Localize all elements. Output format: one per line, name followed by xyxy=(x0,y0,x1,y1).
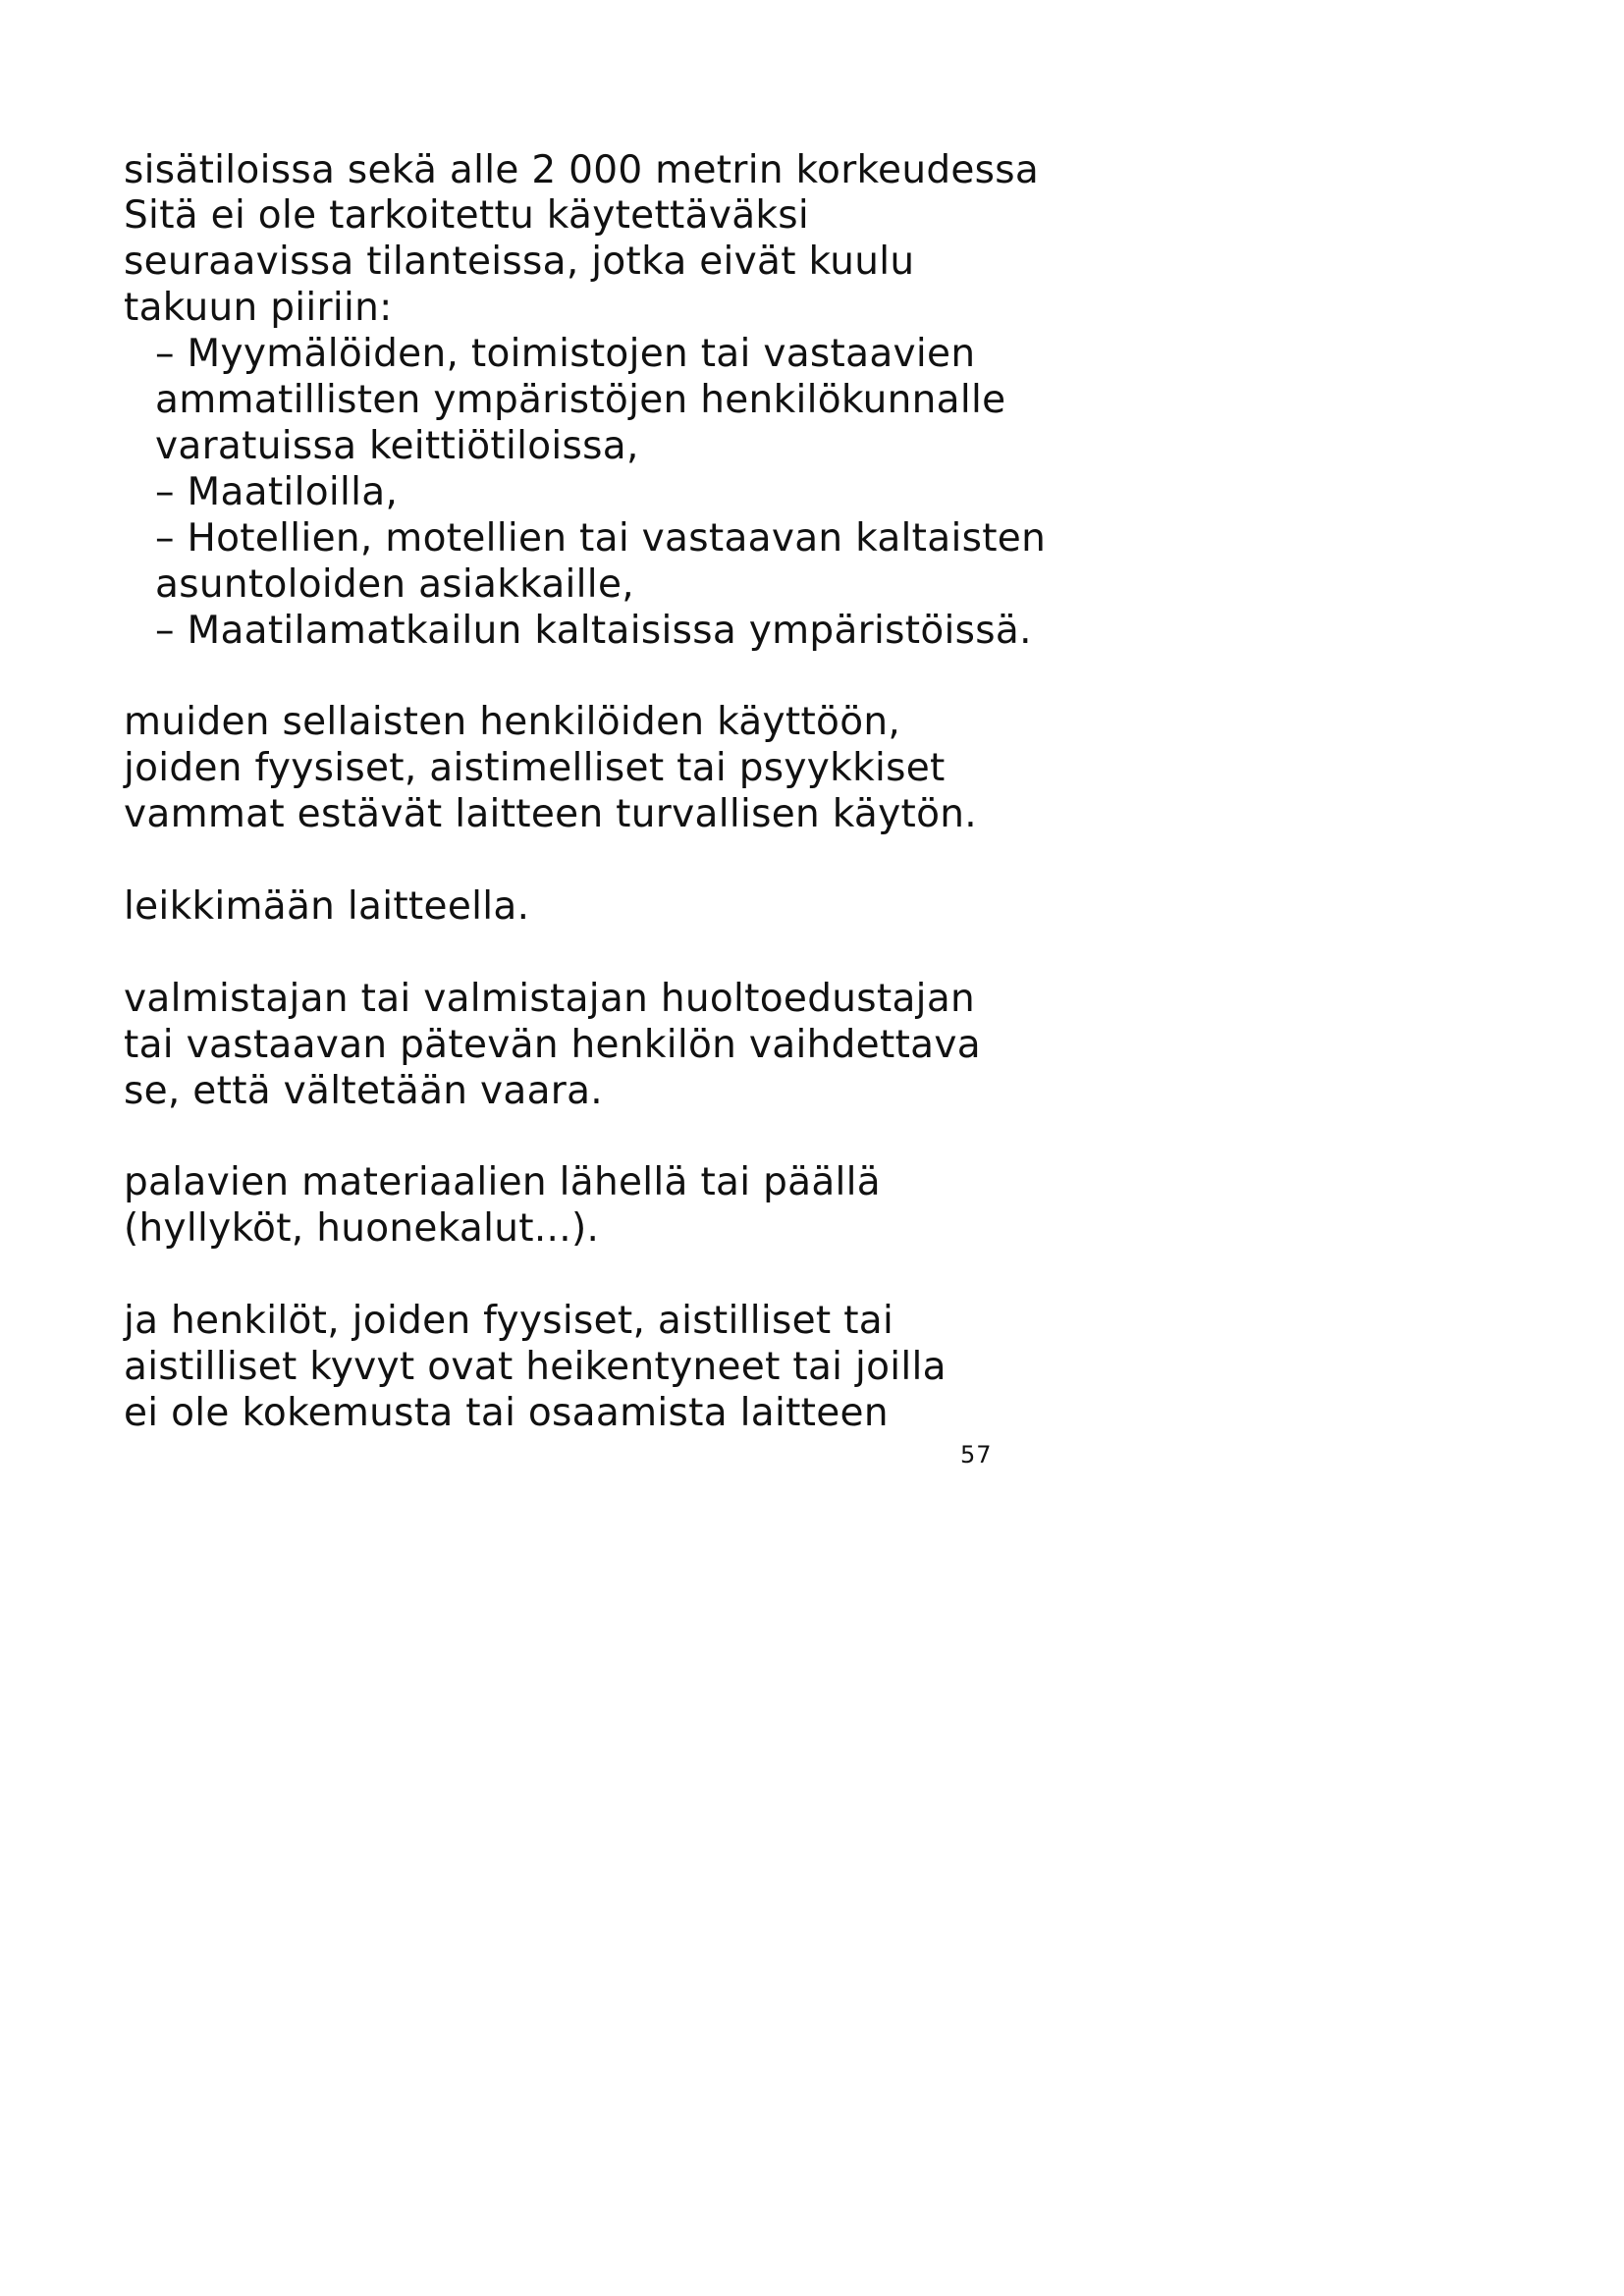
text-line: vammat estävät laitteen turvallisen käytön. xyxy=(124,792,977,836)
list-item: – Hotellien, motellien tai vastaavan kaltaisten xyxy=(155,516,1047,561)
text-line: Sitä ei ole tarkoitettu käytettäväksi xyxy=(124,193,810,238)
list-item-continuation: ammatillisten ympäristöjen henkilökunnalle xyxy=(155,378,1006,422)
text-line: takuun piiriin: xyxy=(124,286,393,330)
text-line: valmistajan tai valmistajan huoltoedustajan xyxy=(124,977,976,1021)
text-line: palavien materiaalien lähellä tai päällä xyxy=(124,1160,881,1204)
text-line: seuraavissa tilanteissa, jotka eivät kuulu xyxy=(124,240,915,284)
text-line: ja henkilöt, joiden fyysiset, aistilliset tai xyxy=(124,1299,894,1343)
text-line: muiden sellaisten henkilöiden käyttöön, xyxy=(124,700,901,744)
document-page xyxy=(0,0,1084,1533)
text-line: leikkimään laitteella. xyxy=(124,884,530,929)
list-item: – Maatiloilla, xyxy=(155,470,399,514)
list-item: – Maatilamatkailun kaltaisissa ympäristöissä. xyxy=(155,609,1032,653)
list-item-continuation: varatuissa keittiötiloissa, xyxy=(155,424,639,468)
text-line: aistilliset kyvyt ovat heikentyneet tai joilla xyxy=(124,1345,947,1389)
list-item: – Myymälöiden, toimistojen tai vastaavien xyxy=(155,332,976,376)
text-line: se, että vältetään vaara. xyxy=(124,1069,603,1113)
text-line: ei ole kokemusta tai osaamista laitteen xyxy=(124,1391,889,1435)
text-line: (hyllyköt, huonekalut...). xyxy=(124,1206,600,1251)
list-item-continuation: asuntoloiden asiakkaille, xyxy=(155,562,634,607)
text-line: tai vastaavan pätevän henkilön vaihdettava xyxy=(124,1023,981,1067)
text-line: joiden fyysiset, aistimelliset tai psyykkiset xyxy=(124,746,946,790)
page-number: 57 xyxy=(960,1441,993,1468)
text-line: sisätiloissa sekä alle 2 000 metrin korkeudessa xyxy=(124,148,1040,192)
